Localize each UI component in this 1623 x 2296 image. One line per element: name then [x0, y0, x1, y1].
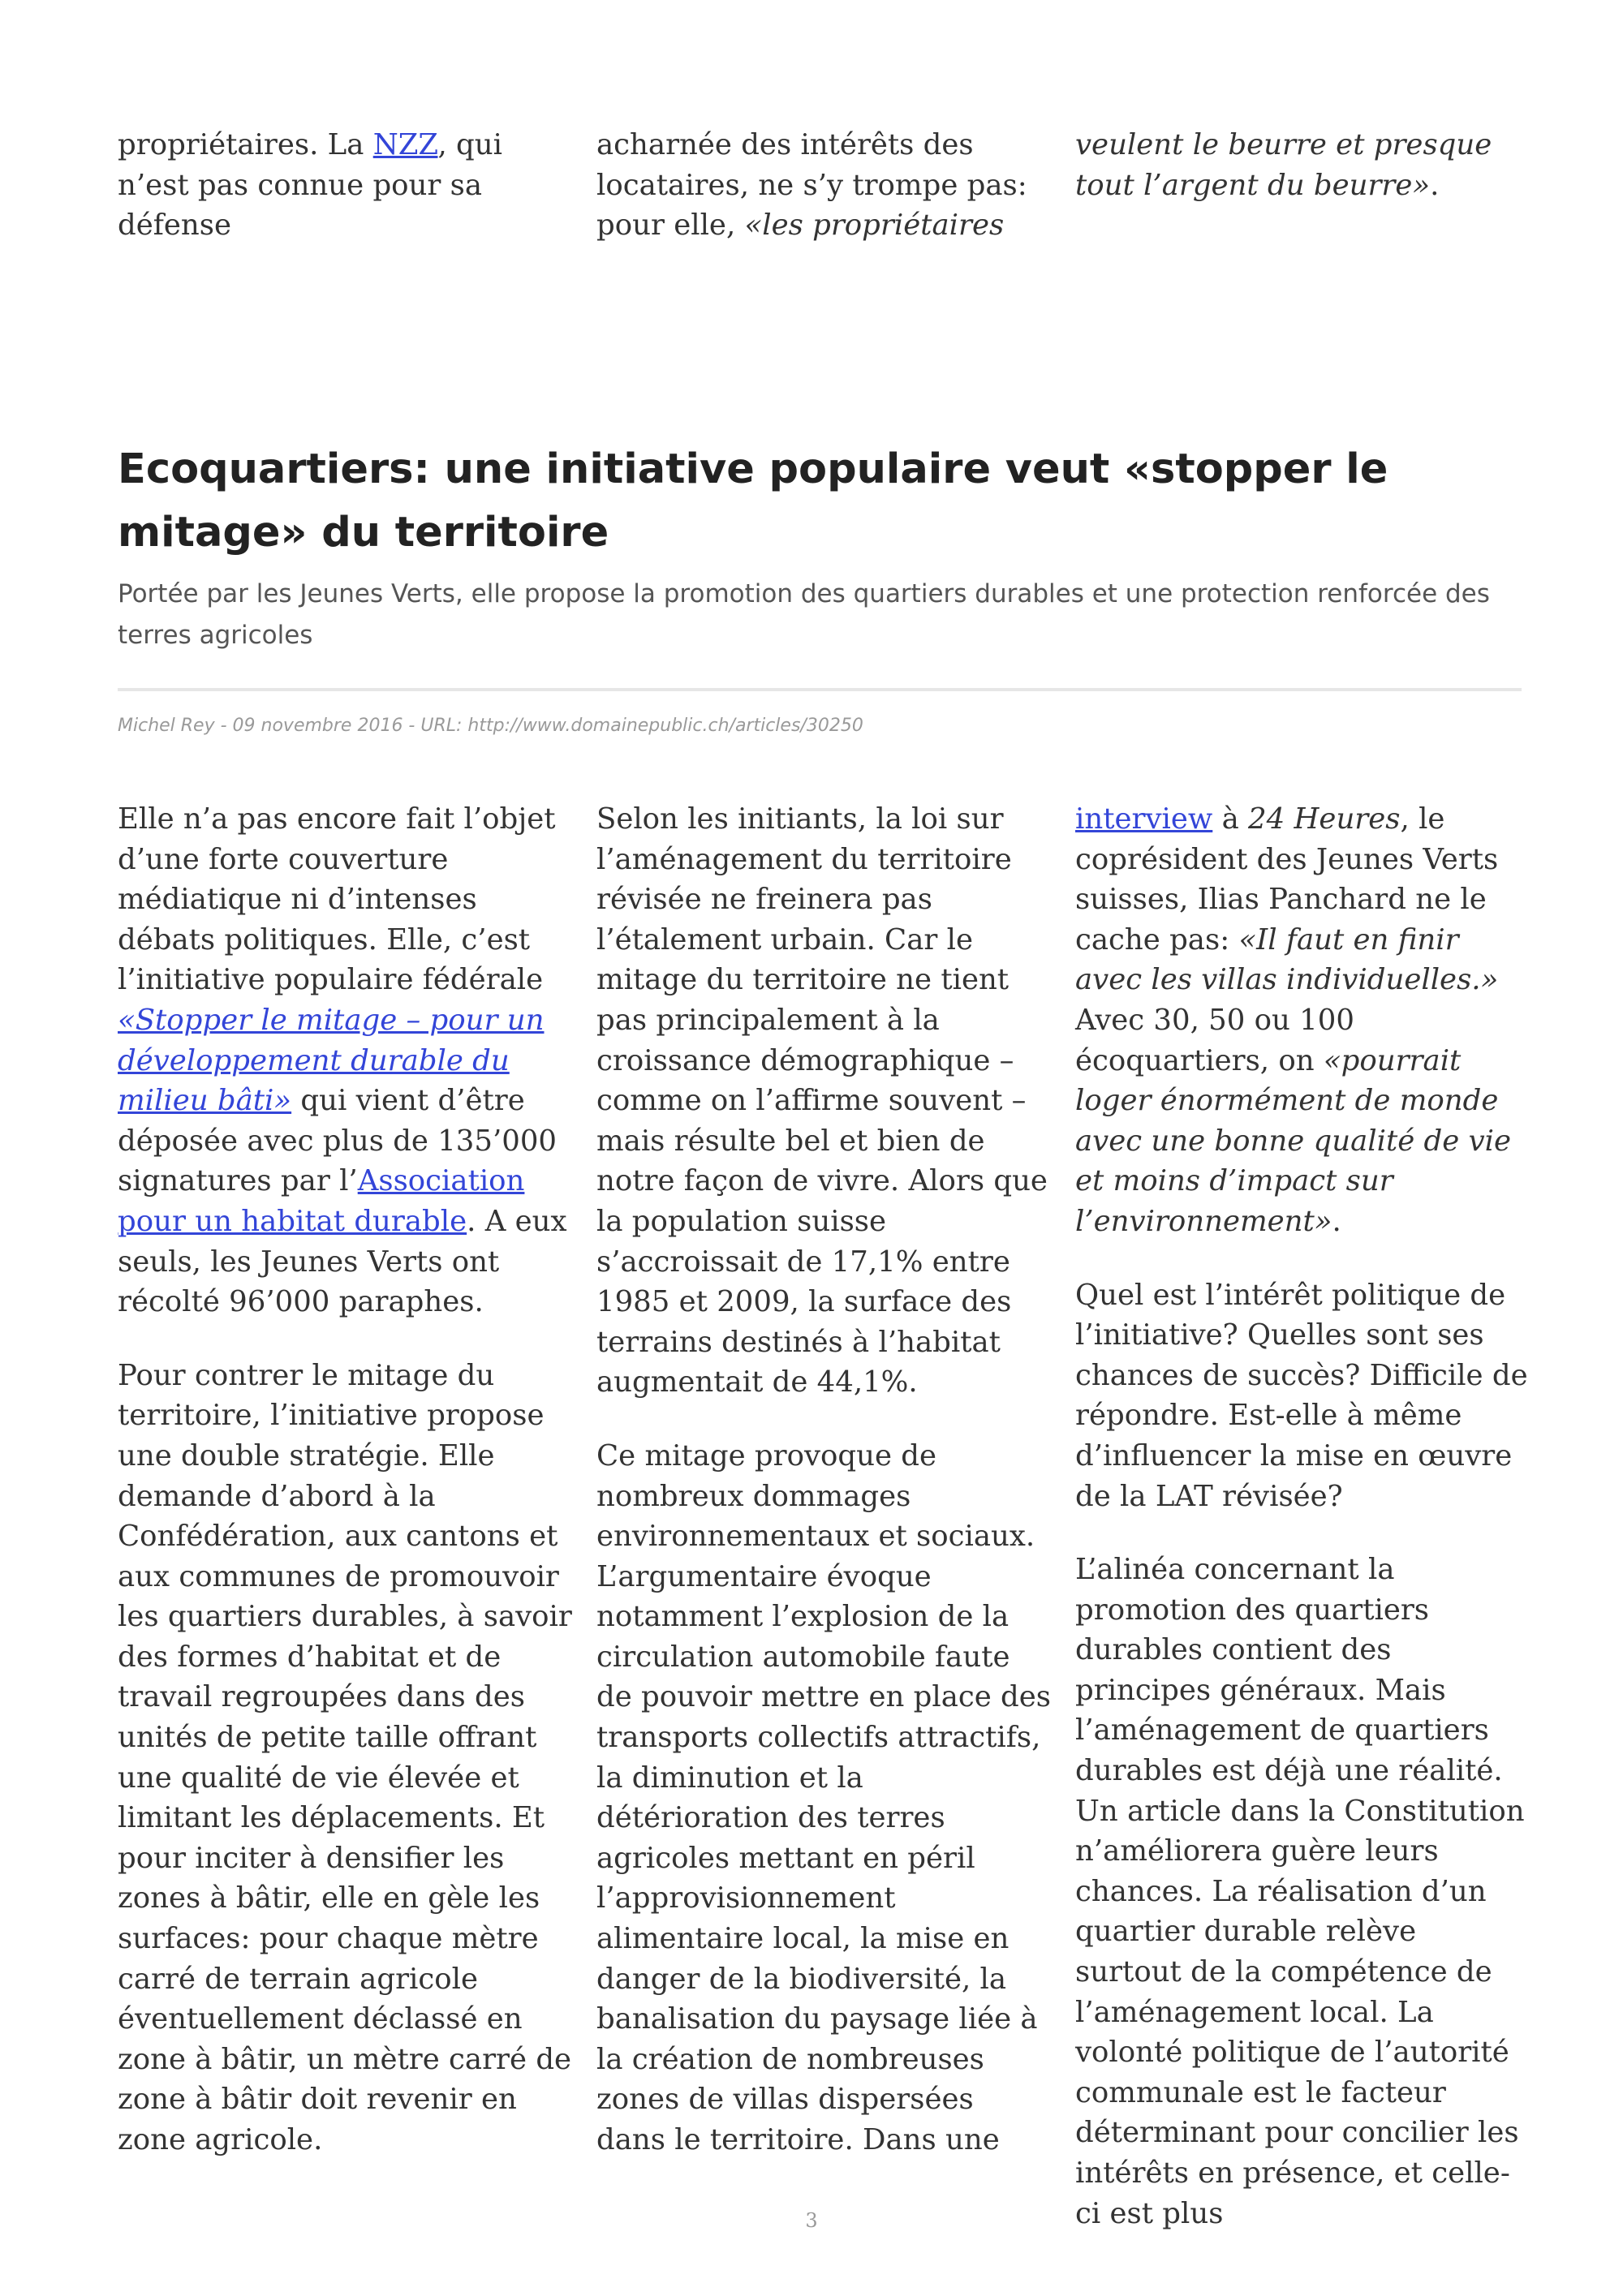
- prev-article-paragraph: acharnée des intérêts des locataires, ne s’y trompe pas: pour elle, «les propriétaires: [596, 128, 1027, 243]
- paragraph: interview à 24 Heures, le coprésident des Jeunes Verts suisses, Ilias Panchard ne le cache pas: «Il faut en finir avec les villas individuelles.» Avec 30, 50 ou 100 écoquartiers, on «pourrait loger énormément de monde avec une bonne qualité de vie et moins d’impact sur l’environnement».: [1075, 802, 1511, 1238]
- prev-article-paragraph: veulent le beurre et presque tout l’argent du beurre».: [1075, 128, 1492, 202]
- page-number: 3: [805, 2209, 818, 2232]
- prev-article-col-1: [118, 125, 572, 246]
- paragraph: Ce mitage provoque de nombreux dommages environnementaux et sociaux. L’argumentaire évoque notamment l’explosion de la circulation automobile faute de pouvoir mettre en place des transports collectifs attractifs, la diminution et la détérioration des terres agricoles mettant en péril l’approvisionnement alimentaire local, la mise en danger de la biodiversité, la banalisation du paysage liée à la création de nombreuses zones de villas dispersées dans le territoire. Dans une: [596, 1438, 1052, 2156]
- prev-article-col-2: [596, 125, 1051, 246]
- paragraph: L’alinéa concernant la promotion des quartiers durables contient des principes généraux. Mais l’aménagement de quartiers durables est déjà une réalité. Un article dans la Constitution n’améliorera guère leurs chances. La réalisation d’un quartier durable relève surtout de la compétence de l’aménagement local. La volonté politique de l’autorité communale est le facteur déterminant pour concilier les intérêts en présence, et celle-ci est plus: [1075, 1553, 1525, 2230]
- quote: «Il faut en finir avec les villas individuelles.»: [1075, 922, 1499, 997]
- article-title: Ecoquartiers: une initiative populaire veut «stopper le mitage» du territoire: [118, 445, 1388, 557]
- paragraph: Quel est l’intérêt politique de l’initiative? Quelles sont ses chances de succès? Difficile de répondre. Est-elle à même d’influencer la mise en œuvre de la LAT révisée?: [1075, 1278, 1528, 1513]
- header-divider: [118, 688, 1522, 691]
- nzz-link[interactable]: NZZ: [372, 128, 438, 161]
- article-meta: Michel Rey - 09 novembre 2016 - URL: http://www.domainepublic.ch/articles/30250: [118, 716, 863, 736]
- article-subtitle: Portée par les Jeunes Verts, elle propose la promotion des quartiers durables et une protection renforcée des terres agricoles: [118, 579, 1490, 650]
- prev-article-col-3: [1075, 125, 1530, 205]
- initiative-link[interactable]: «Stopper le mitage – pour un développement durable du milieu bâti»: [118, 1003, 545, 1118]
- paragraph: Selon les initiants, la loi sur l’aménagement du territoire révisée ne freinera pas l’étalement urbain. Car le mitage du territoire ne tient pas principalement à la croissance démographique – comme on l’affirme souvent – mais résulte bel et bien de notre façon de vivre. Alors que la population suisse s’accroissait de 17,1% entre 1985 et 2009, la surface des terrains destinés à l’habitat augmentait de 44,1%.: [596, 802, 1048, 1400]
- article-col-3: [1075, 799, 1530, 2234]
- prev-article-paragraph: propriétaires. La NZZ, qui n’est pas connue pour sa défense: [118, 128, 502, 243]
- quote: «pourrait loger énormément de monde avec une bonne qualité de vie et moins d’impact sur l’environnement»: [1075, 1043, 1511, 1238]
- interview-link[interactable]: interview: [1075, 802, 1213, 836]
- article-col-2: [596, 799, 1051, 2161]
- association-link[interactable]: Association pour un habitat durable: [118, 1164, 525, 1238]
- article-col-1: [118, 799, 572, 2161]
- source-name: 24 Heures: [1248, 802, 1401, 836]
- paragraph: Pour contrer le mitage du territoire, l’initiative propose une double stratégie. Elle demande d’abord à la Confédération, aux cantons et aux communes de promouvoir les quartiers durables, à savoir des formes d’habitat et de travail regroupées dans des unités de petite taille offrant une qualité de vie élevée et limitant les déplacements. Et pour inciter à densifier les zones à bâtir, elle en gèle les surfaces: pour chaque mètre carré de terrain agricole éventuellement déclassé en zone à bâtir, un mètre carré de zone à bâtir doit revenir en zone agricole.: [118, 1358, 572, 2156]
- paragraph: Elle n’a pas encore fait l’objet d’une forte couverture médiatique ni d’intenses débats politiques. Elle, c’est l’initiative populaire fédérale «Stopper le mitage – pour un développement durable du milieu bâti» qui vient d’être déposée avec plus de 135’000 signatures par l’Association pour un habitat durable. A eux seuls, les Jeunes Verts ont récolté 96’000 paraphes.: [118, 802, 567, 1319]
